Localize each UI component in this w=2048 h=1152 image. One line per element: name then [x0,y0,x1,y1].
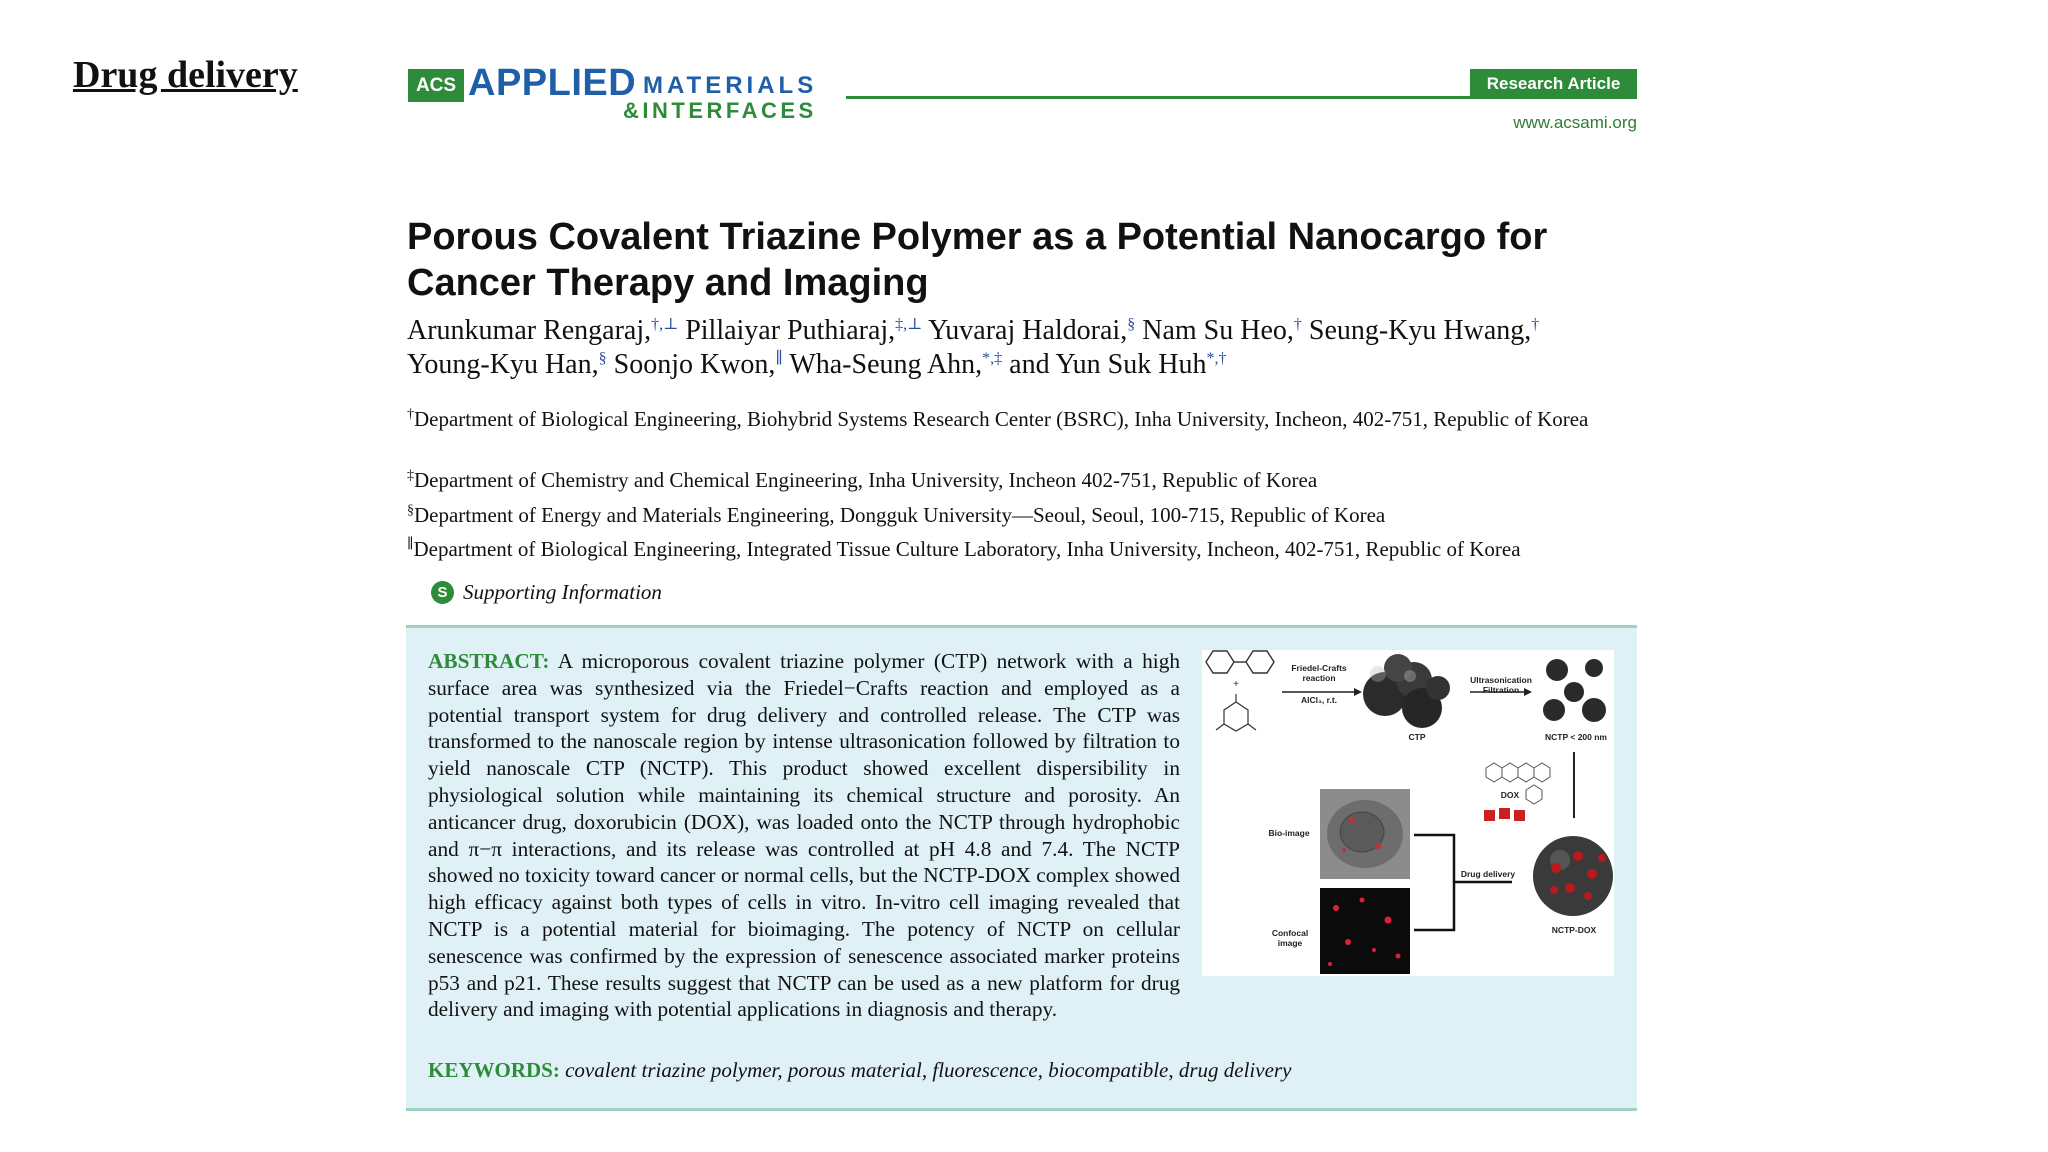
logo-applied-text: APPLIED [468,62,637,104]
author-affiliation-mark: † [1531,316,1540,333]
affiliation-mark: ∥ [407,537,414,552]
header-divider [846,96,1471,99]
svg-text:+: + [1233,679,1239,690]
affiliation-text: Department of Energy and Materials Engineering, Dongguk University—Seoul, Seoul, 100-715, Republic of Korea [414,503,1386,527]
bio-image-label: Bio-image [1268,828,1310,838]
author-name: Young-Kyu Han, [407,349,599,380]
logo-interfaces-text: &INTERFACES [623,98,817,123]
author-name: Seung-Kyu Hwang, [1308,315,1532,346]
dox-label: DOX [1500,790,1520,800]
affiliation-text: Department of Biological Engineering, Biohybrid Systems Research Center (BSRC), Inha University, Incheon, 402-751, Republic of Korea [414,407,1589,431]
abstract-body: A microporous covalent triazine polymer (CTP) network with a high surface area was synthesized via the Friedel−Crafts reaction and employed as a potential transport system for drug delivery and controlled release. The CTP was transformed to the nanoscale region by intense ultrasonication followed by filtration to yield nanoscale CTP (NCTP). This product showed excellent dispersibility in physiological solution while maintaining its chemical structure and porosity. An anticancer drug, doxorubicin (DOX), was loaded onto the NCTP through hydrophobic and π−π interactions, and its release was controlled at pH 4.8 and 7.4. The NCTP showed no toxicity toward cancer or normal cells, but the NCTP-DOX complex showed high efficacy against both types of cells in vitro. In-vitro cell imaging revealed that NCTP is a potential material for bioimaging. The potency of NCTP on cellular senescence was confirmed by the expression of senescence associated marker proteins p53 and p21. These results suggest that NCTP can be used as a new platform for drug delivery and imaging with potential applications in diagnosis and therapy. [428,649,1180,1022]
abstract-paragraph [428,648,1180,1023]
author-affiliation-mark: †,⊥ [651,316,679,333]
abstract-box [406,625,1637,1111]
journal-url-link[interactable]: www.acsami.org [1513,113,1637,132]
triazine-structure-icon [1216,694,1256,731]
ctp-particles-image [1363,654,1450,728]
affiliation-4 [407,535,1647,563]
biphenyl-structure-icon [1206,651,1274,673]
author-name: Yuvaraj Haldorai, [928,315,1128,346]
acs-logo-mark: ACS [408,69,464,102]
author-list [407,314,1647,382]
affiliation-text: Department of Chemistry and Chemical Engineering, Inha University, Incheon 402-751, Republic of Korea [414,468,1318,492]
slide-title: Drug delivery [73,54,298,96]
nctp-size-label: NCTP < 200 nm [1545,732,1607,742]
author-affiliation-mark: § [598,350,607,367]
ctp-label: CTP [1408,732,1426,742]
process-label: Ultrasonication Filtration [1470,675,1532,695]
toc-graphic [1202,650,1614,976]
author-affiliation-mark: ∥ [775,350,783,367]
affiliation-3 [407,501,1647,529]
journal-logo [408,62,828,123]
author-affiliation-mark: *,† [1206,350,1227,367]
paper-title: Porous Covalent Triazine Polymer as a Potential Nanocargo for Cancer Therapy and Imaging [407,216,1548,304]
nctp-particles-image [1543,659,1606,722]
nctp-dox-label: NCTP-DOX [1551,925,1597,935]
affiliation-mark: ‡ [407,468,414,483]
author-affiliation-mark: ‡,⊥ [895,316,923,333]
dox-molecules-icon [1484,808,1525,821]
author-name: Pillaiyar Puthiaraj, [685,315,896,346]
keywords-line [428,1058,1291,1083]
affiliation-mark: † [407,407,414,422]
confocal-micrograph [1320,888,1410,974]
author-name: Arunkumar Rengaraj, [407,315,652,346]
drug-delivery-label: Drug delivery [1460,869,1516,879]
author-affiliation-mark: § [1127,316,1136,333]
author-name: Soonjo Kwon, [613,349,776,380]
author-name: Wha-Seung Ahn, [789,349,983,380]
article-type-badge: Research Article [1470,69,1637,99]
supporting-info-label: Supporting Information [463,580,662,604]
logo-materials-text: MATERIALS [643,72,818,99]
keywords-list: covalent triazine polymer, porous material, fluorescence, biocompatible, drug delivery [565,1058,1292,1082]
author-name: Nam Su Heo, [1142,315,1294,346]
affiliation-2 [407,466,1647,494]
author-affiliation-mark: *,‡ [982,350,1003,367]
reagent-label: AlCl₃, r.t. [1300,695,1338,705]
bio-image-micrograph [1320,789,1410,879]
reaction-label: Friedel-Crafts reaction [1291,663,1347,683]
affiliation-mark: § [407,503,414,518]
author-name: and Yun Suk Huh [1009,349,1207,380]
affiliation-1 [407,405,1647,433]
keywords-label: KEYWORDS: [428,1058,560,1082]
author-affiliation-mark: † [1293,316,1302,333]
confocal-label: Confocal image [1271,928,1309,948]
supporting-info-icon: S [431,581,454,604]
affiliation-text: Department of Biological Engineering, Integrated Tissue Culture Laboratory, Inha University, Incheon, 402-751, Republic of Korea [413,537,1521,561]
abstract-label: ABSTRACT: [428,649,550,673]
nctp-dox-sphere-image [1533,836,1613,916]
supporting-information-link[interactable] [431,580,662,605]
